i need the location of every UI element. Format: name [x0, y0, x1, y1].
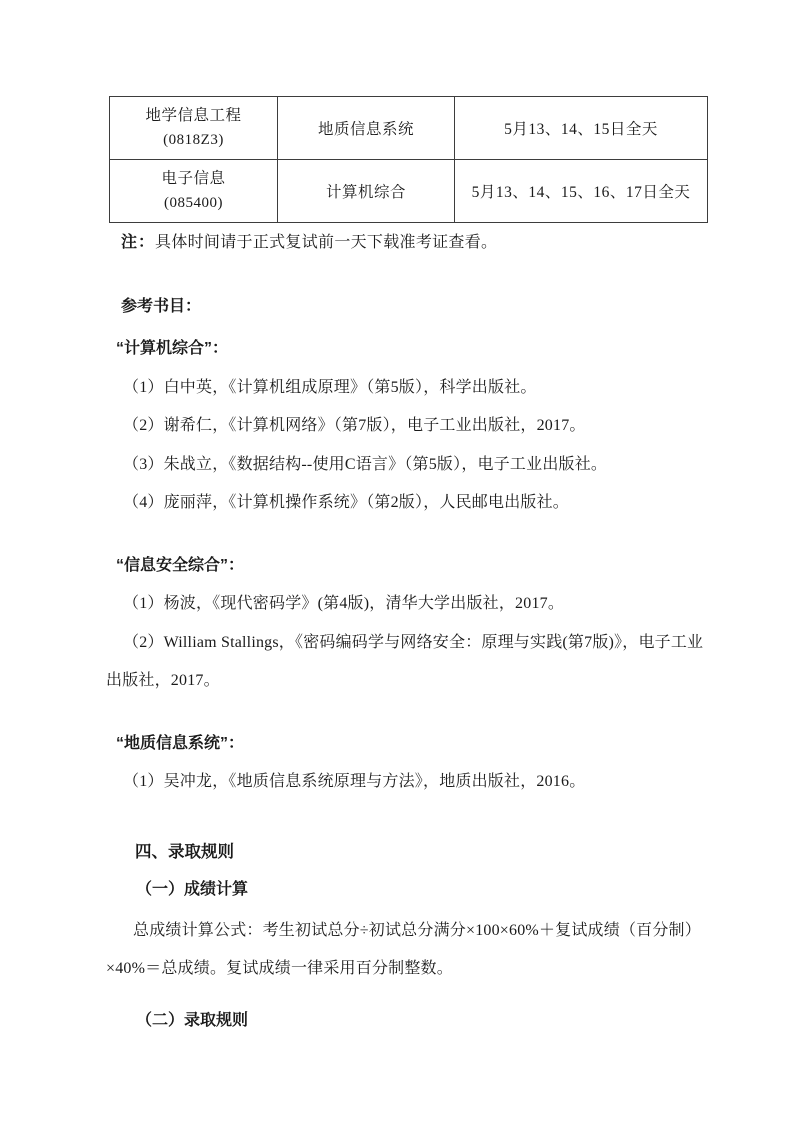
references-heading: 参考书目：: [121, 298, 202, 315]
score-formula-paragraph: 总成绩计算公式：考生初试总分÷初试总分满分×100×60%＋复试成绩（百分制）×40%＝总成绩。复试成绩一律采用百分制整数。: [106, 921, 701, 977]
reference-item: （1）吴冲龙，《地质信息系统原理与方法》，地质出版社，2016。: [123, 773, 586, 790]
reference-section-gis: [106, 725, 714, 802]
program-name: 地学信息工程: [145, 107, 242, 124]
score-calculation-subheading: （一）成绩计算: [136, 881, 249, 898]
table-row: [110, 97, 708, 160]
admission-rules-heading: 四、录取规则: [135, 842, 234, 861]
subject-cell: 计算机综合: [278, 160, 455, 223]
note-label: 注：: [121, 234, 156, 251]
program-name: 电子信息: [161, 170, 226, 187]
subject-cell: 地质信息系统: [278, 97, 455, 160]
program-code: (085400): [164, 195, 223, 211]
schedule-cell: 5月13、14、15、16、17日全天: [455, 160, 708, 223]
reference-item: （3）朱战立，《数据结构--使用C语言》（第5版），电子工业出版社。: [123, 455, 608, 473]
section-title: “计算机综合”：: [116, 340, 229, 357]
admission-rule-subheading: （二）录取规则: [136, 1011, 249, 1029]
program-cell: [110, 97, 278, 160]
reference-item: （2）William Stallings，《密码编码学与网络安全：原理与实践(第7版)》，电子工业出版社，2017。: [106, 633, 704, 689]
program-cell: [110, 160, 278, 223]
section-title: “地质信息系统”：: [116, 734, 245, 752]
reference-section-computer: [106, 330, 714, 523]
reference-item: （2）谢希仁，《计算机网络》（第7版），电子工业出版社，2017。: [123, 417, 586, 434]
note-text: 具体时间请于正式复试前一天下载准考证查看。: [155, 234, 498, 251]
note-line: [106, 228, 714, 258]
table-row: [110, 160, 708, 223]
schedule-cell: 5月13、14、15日全天: [455, 97, 708, 160]
exam-schedule-table: [109, 96, 708, 223]
reference-item: （1）杨波，《现代密码学》(第4版)，清华大学出版社，2017。: [123, 595, 565, 612]
section-title: “信息安全综合”：: [116, 556, 245, 574]
reference-item: （1）白中英，《计算机组成原理》（第5版），科学出版社。: [123, 378, 537, 396]
program-code: (0818Z3): [163, 132, 224, 148]
reference-item: （4）庞丽萍，《计算机操作系统》（第2版），人民邮电出版社。: [123, 494, 570, 511]
reference-section-infosec: [106, 547, 714, 701]
document-body: [106, 228, 714, 1040]
